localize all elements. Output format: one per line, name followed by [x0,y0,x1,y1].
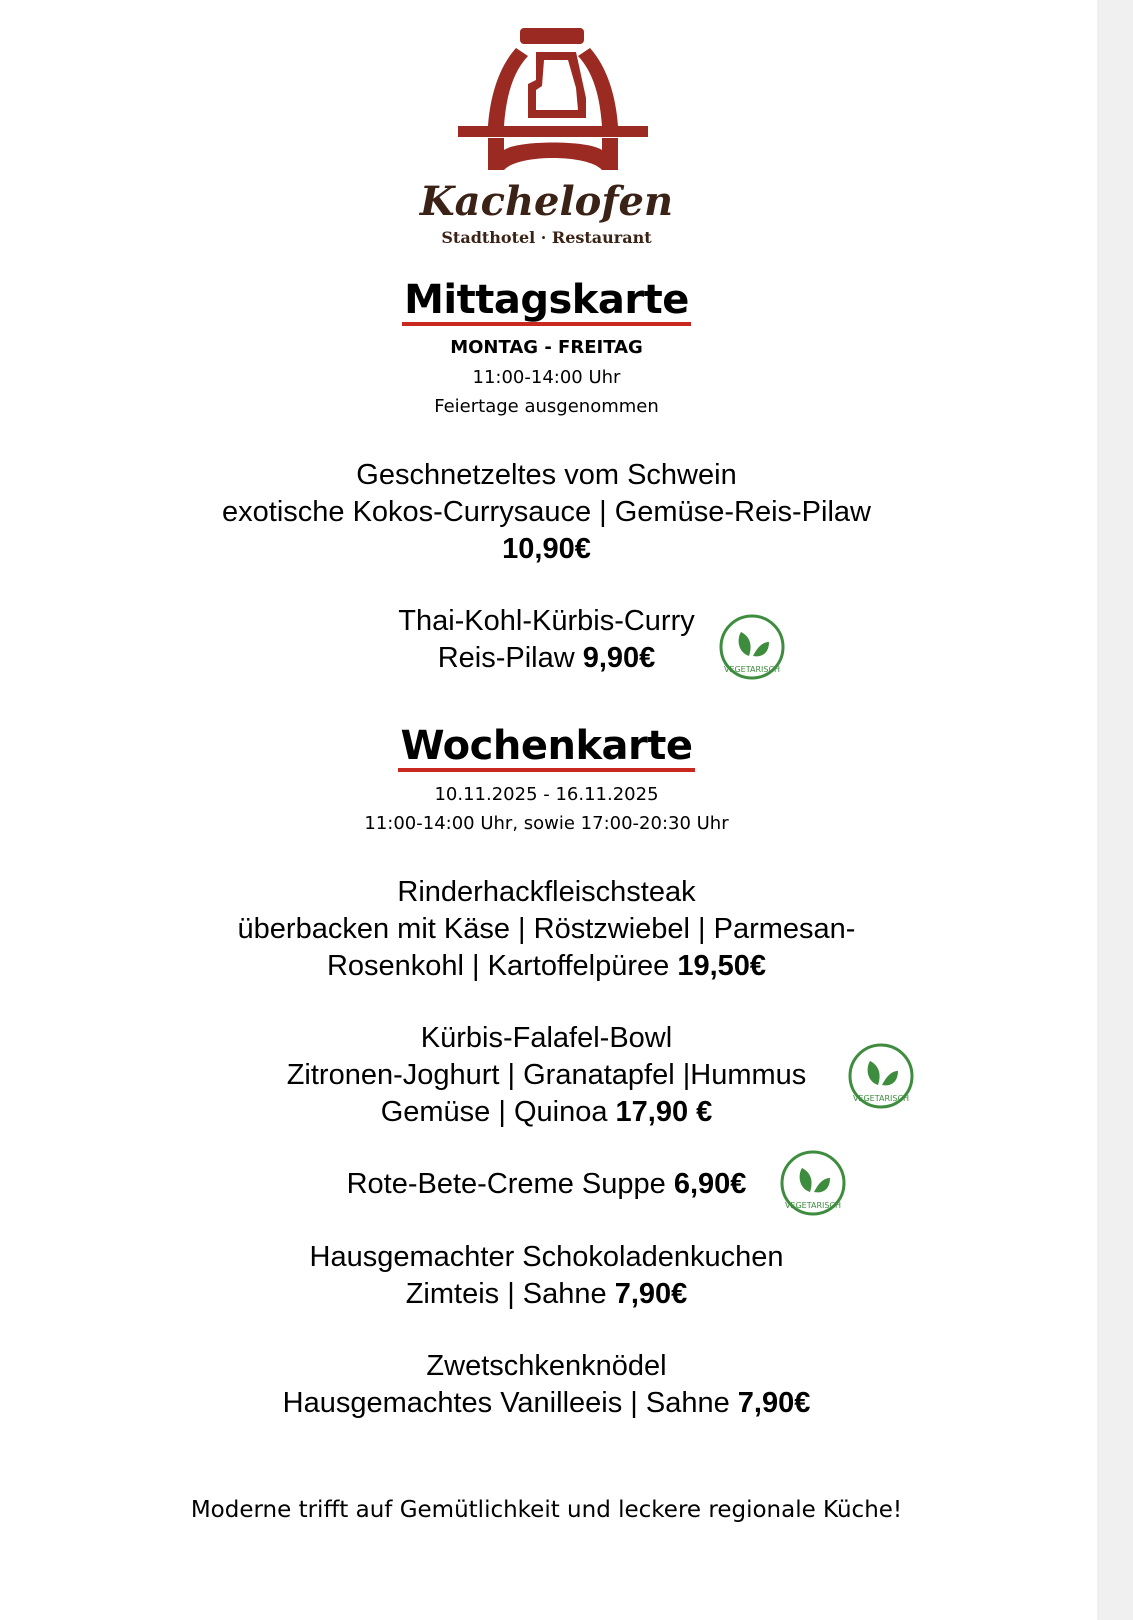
dish-desc: Zitronen-Joghurt | Granatapfel |Hummus [286,1059,807,1091]
svg-text:VEGETARISCH: VEGETARISCH [784,1201,842,1210]
dish-name: Rote-Bete-Creme Suppe [346,1168,666,1200]
dish-desc: Hausgemachtes Vanilleeis | Sahne [282,1387,730,1419]
dish-desc: Reis-Pilaw [437,642,575,674]
dish-price: 6,90€ [673,1168,747,1200]
dish-item [0,1239,1093,1313]
woche-title: Wochenkarte [398,724,694,772]
woche-title-wrap [0,724,1093,772]
dish-name: Geschnetzeltes vom Schwein [356,459,737,491]
dish-price: 7,90€ [614,1278,688,1310]
dish-item [0,1166,1093,1203]
dish-desc: überbacken mit Käse | Röstzwiebel | Parmesan- [237,913,856,945]
dish-item [0,1020,1093,1131]
dish-item [0,1348,1093,1422]
dish-price: 9,90€ [582,642,656,674]
mittag-hours: 11:00-14:00 Uhr [472,367,621,388]
mittag-days: MONTAG - FREITAG [450,337,643,358]
woche-dates: 10.11.2025 - 16.11.2025 [434,784,659,805]
dish-name: Thai-Kohl-Kürbis-Curry [398,605,695,637]
logo-subtitle: Stadthotel · Restaurant [441,228,652,247]
dish-desc: Rosenkohl | Kartoffelpüree [326,950,670,982]
dish-desc: Gemüse | Quinoa [380,1096,608,1128]
dish-name: Kürbis-Falafel-Bowl [420,1022,673,1054]
svg-text:VEGETARISCH: VEGETARISCH [852,1094,910,1103]
dish-price: 19,50€ [677,950,767,982]
vegetarian-badge-icon [848,1043,914,1109]
mittag-title: Mittagskarte [402,278,691,326]
kachelofen-oven-logo [458,28,648,173]
mittag-title-wrap [0,278,1093,326]
logo-name: Kachelofen [419,178,674,225]
dish-item [0,603,1093,677]
logo-wordmark [0,178,1093,225]
dish-price: 10,90€ [502,533,591,565]
dish-name: Hausgemachter Schokoladenkuchen [309,1241,784,1273]
dish-item [0,457,1093,568]
dish-name: Rinderhackfleischsteak [397,876,696,908]
footer-slogan: Moderne trifft auf Gemütlichkeit und leckere regionale Küche! [190,1497,903,1523]
vegetarian-badge-icon [719,614,785,680]
vegetarian-badge-icon [780,1150,846,1216]
mittag-note: Feiertage ausgenommen [434,396,659,417]
logo-subtitle-wrap [0,228,1093,248]
dish-price: 7,90€ [737,1387,811,1419]
dish-desc: exotische Kokos-Currysauce | Gemüse-Reis-Pilaw [222,496,871,528]
dish-name: Zwetschkenknödel [426,1350,667,1382]
dish-desc: Zimteis | Sahne [405,1278,607,1310]
svg-text:VEGETARISCH: VEGETARISCH [723,665,781,674]
dish-price: 17,90 € [615,1096,713,1128]
woche-hours: 11:00-14:00 Uhr, sowie 17:00-20:30 Uhr [364,813,729,834]
dish-item [0,874,1093,985]
